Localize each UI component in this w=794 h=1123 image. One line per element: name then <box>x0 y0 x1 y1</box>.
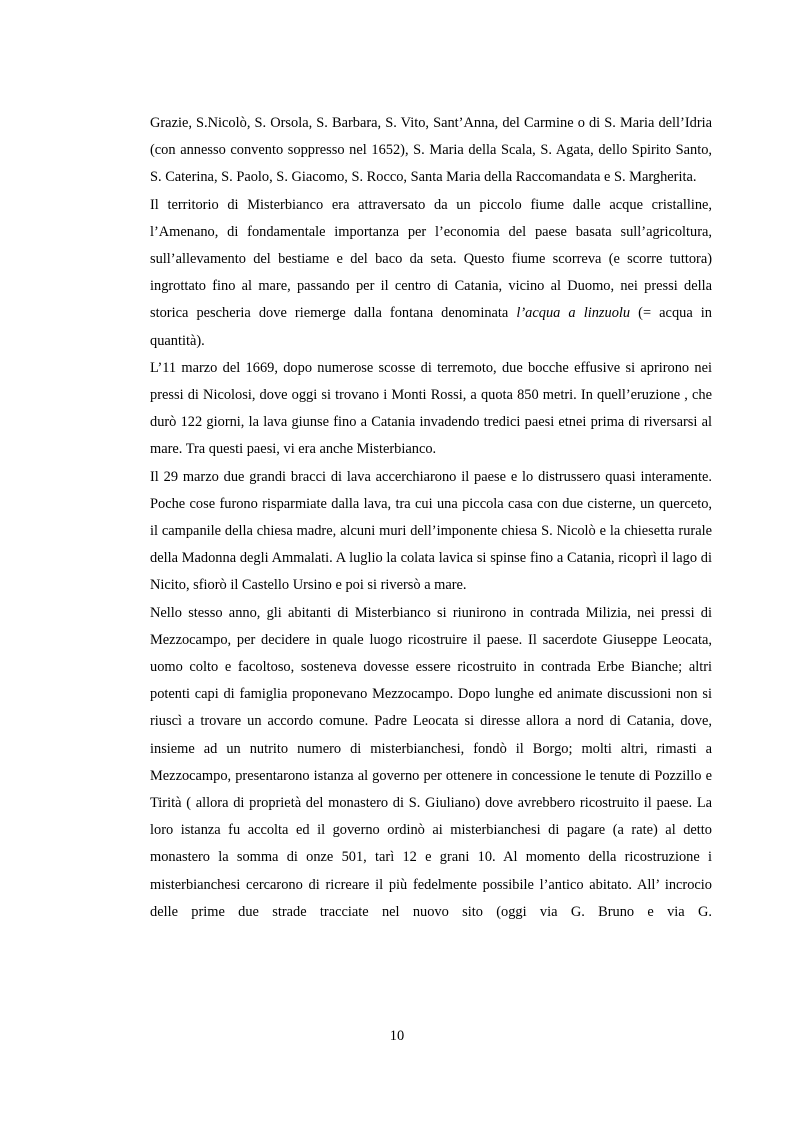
page-body <box>150 110 712 926</box>
paragraph-5 <box>150 600 712 926</box>
paragraph-1 <box>150 110 712 192</box>
paragraph-text: Il 29 marzo due grandi bracci di lava accerchiarono il paese e lo distrussero quasi interamente. Poche cose furono risparmiate dalla lava, tra cui una piccola casa con due cisterne, un querceto, il campanile della chiesa madre, alcuni muri dell’imponente chiesa S. Nicolò e la chiesetta rurale della Madonna degli Ammalati. A luglio la colata lavica si spinse fino a Catania, ricoprì il lago di Nicito, sfiorò il Castello Ursino e poi si riversò a mare. <box>150 468 712 594</box>
paragraph-text: Nello stesso anno, gli abitanti di Misterbianco si riunirono in contrada Milizia, nei pressi di Mezzocampo, per decidere in quale luogo ricostruire il paese. Il sacerdote Giuseppe Leocata, uomo colto e facoltoso, sosteneva dovesse essere ricostruito in contrada Erbe Bianche; altri potenti capi di famiglia proponevano Mezzocampo. Dopo lunghe ed animate discussioni non si riuscì a trovare un accordo comune. Padre Leocata si diresse allora a nord di Catania, dove, insieme ad un nutrito numero di misterbianchesi, fondò il Borgo; molti altri, rimasti a Mezzocampo, presentarono istanza al governo per ottenere in concessione le tenute di Pozzillo e Tirità ( allora di proprietà del monastero di S. Giuliano) dove avrebbero ricostruito il paese. La loro istanza fu accolta ed il governo ordinò ai misterbianchesi di pagare (a rate) al detto monastero la somma di onze 501, tarì 12 e grani 10. Al momento della ricostruzione i misterbianchesi cercarono di ricreare il più fedelmente possibile l’antico abitato. All’ incrocio delle prime due strade tracciate nel nuovo sito (oggi via G. Bruno e via G. <box>150 604 712 920</box>
page-number: 10 <box>389 1028 405 1044</box>
italic-phrase: l’acqua a linzuolu <box>516 305 631 322</box>
paragraph-4 <box>150 464 712 600</box>
paragraph-text: L’11 marzo del 1669, dopo numerose scosse di terremoto, due bocche effusive si aprirono nei pressi di Nicolosi, dove oggi si trovano i Monti Rossi, a quota 850 metri. In quell’eruzione , che durò 122 giorni, la lava giunse fino a Catania invadendo tredici paesi etnei prima di riversarsi al mare. Tra questi paesi, vi era anche Misterbianco. <box>150 359 712 458</box>
paragraph-3 <box>150 355 712 464</box>
paragraph-text: Grazie, S.Nicolò, S. Orsola, S. Barbara, S. Vito, Sant’Anna, del Carmine o di S. Maria dell’Idria (con annesso convento soppresso nel 1652), S. Maria della Scala, S. Agata, dello Spirito Santo, S. Caterina, S. Paolo, S. Giacomo, S. Rocco, Santa Maria della Raccomandata e S. Margherita. <box>150 115 712 186</box>
paragraph-text: Il territorio di Misterbianco era attraversato da un piccolo fiume dalle acque cristalline, l’Amenano, di fondamentale importanza per l’economia del paese basata sull’agricoltura, sull’allevamento del bestiame e del baco da seta. Questo fiume scorreva (e scorre tuttora) ingrottato fino al mare, passando per il centro di Catania, vicino al Duomo, nei pressi della storica pescheria dove riemerge dalla fontana denominata <box>150 196 712 322</box>
paragraph-2 <box>150 192 712 355</box>
paragraph-text: (= acqua in quantità). <box>150 305 713 349</box>
